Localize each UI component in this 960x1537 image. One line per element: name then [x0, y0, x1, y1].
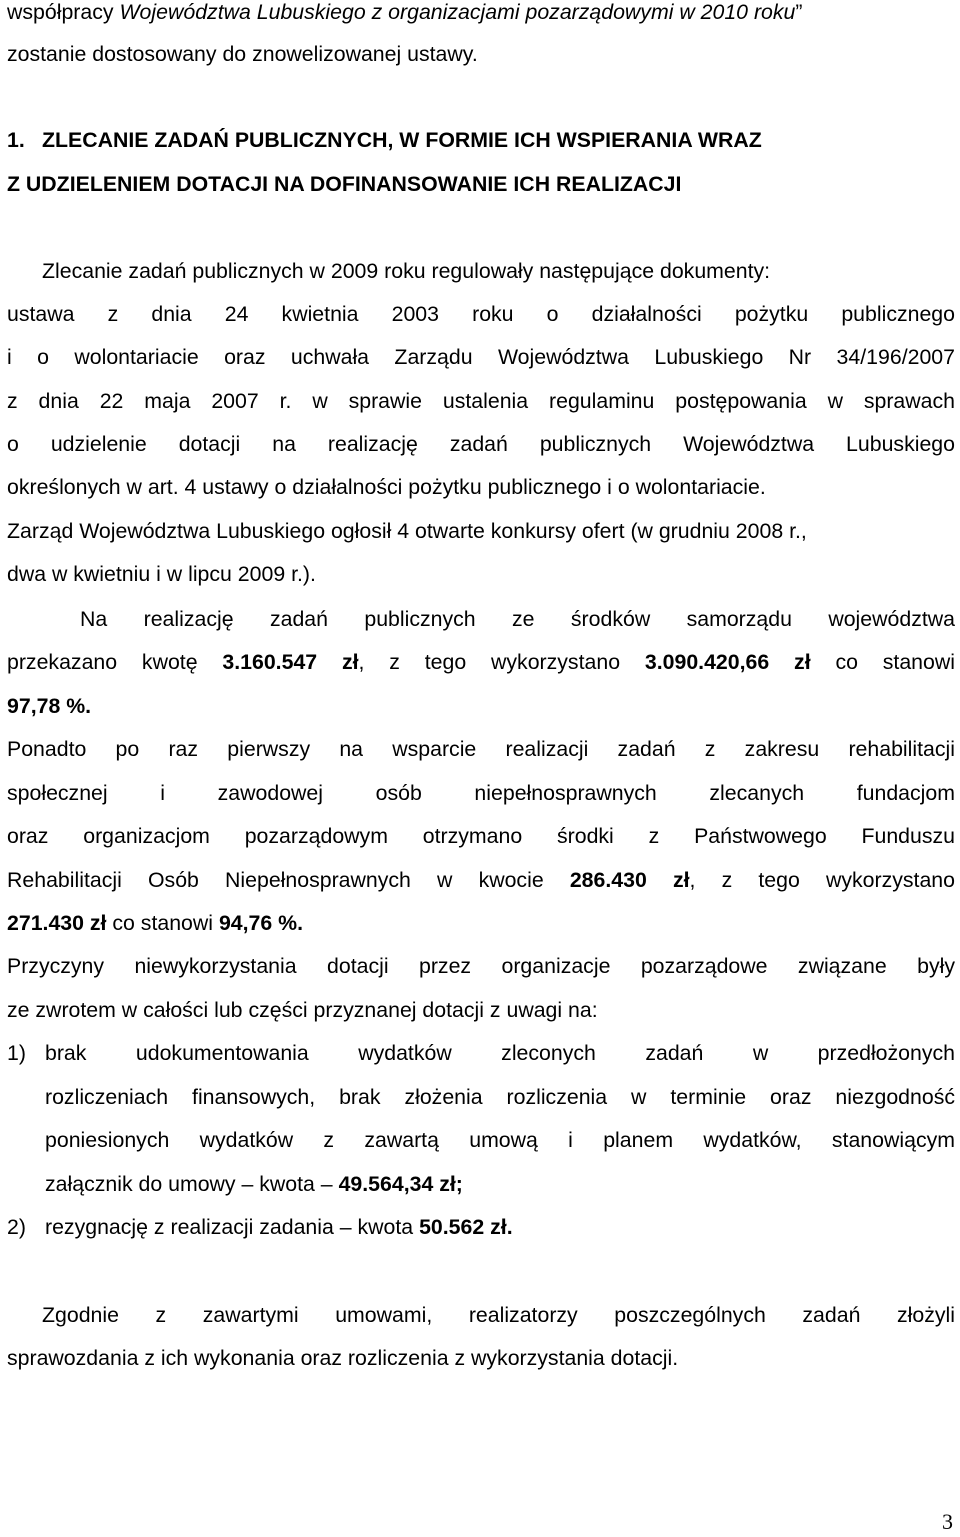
pfron-used-text: , z tego wykorzystano — [689, 868, 955, 892]
paragraph-4-line-2: ze zwrotem w całości lub części przyznanej dotacji z uwagi na: — [7, 998, 598, 1022]
pfron-text: Rehabilitacji Osób Niepełnosprawnych w kwocie — [7, 868, 570, 892]
used-text: , z tego wykorzystano — [358, 650, 645, 674]
paragraph-1-line-7: Zarząd Województwa Lubuskiego ogłosił 4 otwarte konkursy ofert (w grudniu 2008 r., — [7, 519, 807, 543]
list-item-1-amount-label: załącznik do umowy – kwota – — [45, 1172, 339, 1196]
paragraph-3-line-2: społecznej i zawodowej osób niepełnosprawnych zlecanych fundacjom — [7, 781, 955, 805]
intro-line-2: zostanie dostosowany do znowelizowanej ustawy. — [7, 42, 478, 66]
list-item-1-line-4 — [45, 1169, 955, 1199]
pfron-percentage: 94,76 %. — [218, 911, 304, 935]
paragraph-2-line-1: Na realizację zadań publicznych ze środków samorządu województwa — [80, 607, 955, 631]
list-item-1 — [7, 1038, 955, 1068]
paragraph-3-line-4 — [7, 865, 955, 895]
section-title-part-1: ZLECANIE ZADAŃ PUBLICZNYCH, W FORMIE ICH WSPIERANIA WRAZ — [42, 128, 762, 152]
closing-quote: ” — [795, 0, 803, 24]
section-heading-line-2: Z UDZIELENIEM DOTACJI NA DOFINANSOWANIE ICH REALIZACJI — [7, 172, 682, 196]
pfron-amount: 286.430 zł — [569, 868, 690, 892]
paragraph-3-line-3: oraz organizacjom pozarządowym otrzymano środki z Państwowego Funduszu — [7, 824, 955, 848]
paragraph-1-line-6: określonych w art. 4 ustawy o działalności pożytku publicznego i o wolontariacie. — [7, 475, 766, 499]
amount-transferred: 3.160.547 zł — [222, 650, 359, 674]
amount-used: 3.090.420,66 zł — [644, 650, 811, 674]
paragraph-1-line-2: ustawa z dnia 24 kwietnia 2003 roku o działalności pożytku publicznego — [7, 302, 955, 326]
list-item-2 — [7, 1212, 955, 1242]
paragraph-4-line-1: Przyczyny niewykorzystania dotacji przez organizacje pozarządowe związane były — [7, 954, 955, 978]
paragraph-1-line-4: z dnia 22 maja 2007 r. w sprawie ustalenia regulaminu postępowania w sprawach — [7, 389, 955, 413]
list-item-2-amount: 50.562 zł. — [419, 1215, 513, 1239]
paragraph-1-line-1: Zlecanie zadań publicznych w 2009 roku regulowały następujące dokumenty: — [42, 259, 771, 283]
list-item-1-continuation-3 — [7, 1125, 955, 1155]
intro-line-1 — [7, 0, 955, 27]
paragraph-3-line-1: Ponadto po raz pierwszy na wsparcie realizacji zadań z zakresu rehabilitacji — [7, 737, 955, 761]
list-item-1-continuation-2 — [7, 1082, 955, 1112]
program-name-italic: Województwa Lubuskiego z organizacjami pozarządowymi w 2010 roku — [119, 0, 796, 24]
list-item-1-continuation-4 — [7, 1169, 955, 1199]
pfron-share-text: co stanowi — [106, 911, 219, 935]
paragraph-2-line-2 — [7, 647, 955, 677]
paragraph-1-line-5: o udzielenie dotacji na realizację zadań publicznych Województwa Lubuskiego — [7, 432, 955, 456]
list-item-number: 2) — [7, 1215, 26, 1239]
paragraph-3-line-5 — [7, 908, 955, 938]
paragraph-5-line-2: sprawozdania z ich wykonania oraz rozliczenia z wykorzystania dotacji. — [7, 1346, 679, 1370]
list-item-number: 1) — [7, 1041, 26, 1065]
list-item-1-line-2: rozliczeniach finansowych, brak złożenia rozliczenia w terminie oraz niezgodność — [45, 1085, 955, 1109]
paragraph-1-line-3: i o wolontariacie oraz uchwała Zarządu Województwa Lubuskiego Nr 34/196/2007 — [7, 345, 955, 369]
list-item-2-amount-label: rezygnację z realizacji zadania – kwota — [45, 1215, 420, 1239]
section-number: 1. — [7, 128, 25, 152]
section-heading-line-1 — [7, 125, 955, 155]
paragraph-2-percentage: 97,78 %. — [7, 694, 92, 718]
paragraph-1-line-8: dwa w kwietniu i w lipcu 2009 r.). — [7, 562, 316, 586]
paragraph-5-line-1: Zgodnie z zawartymi umowami, realizatorzy poszczególnych zadań złożyli — [42, 1303, 955, 1327]
page-number: 3 — [942, 1509, 953, 1534]
list-item-1-line-3: poniesionych wydatków z zawartą umową i planem wydatków, stanowiącym — [45, 1128, 955, 1152]
intro-text: współpracy — [7, 0, 120, 24]
list-item-1-line-1: brak udokumentowania wydatków zleconych zadań w przedłożonych — [45, 1041, 955, 1065]
transfer-text: przekazano kwotę — [7, 650, 223, 674]
list-item-2-text — [45, 1212, 955, 1242]
share-text: co stanowi — [810, 650, 955, 674]
list-item-1-amount: 49.564,34 zł; — [338, 1172, 463, 1196]
pfron-used-amount: 271.430 zł — [7, 911, 107, 935]
